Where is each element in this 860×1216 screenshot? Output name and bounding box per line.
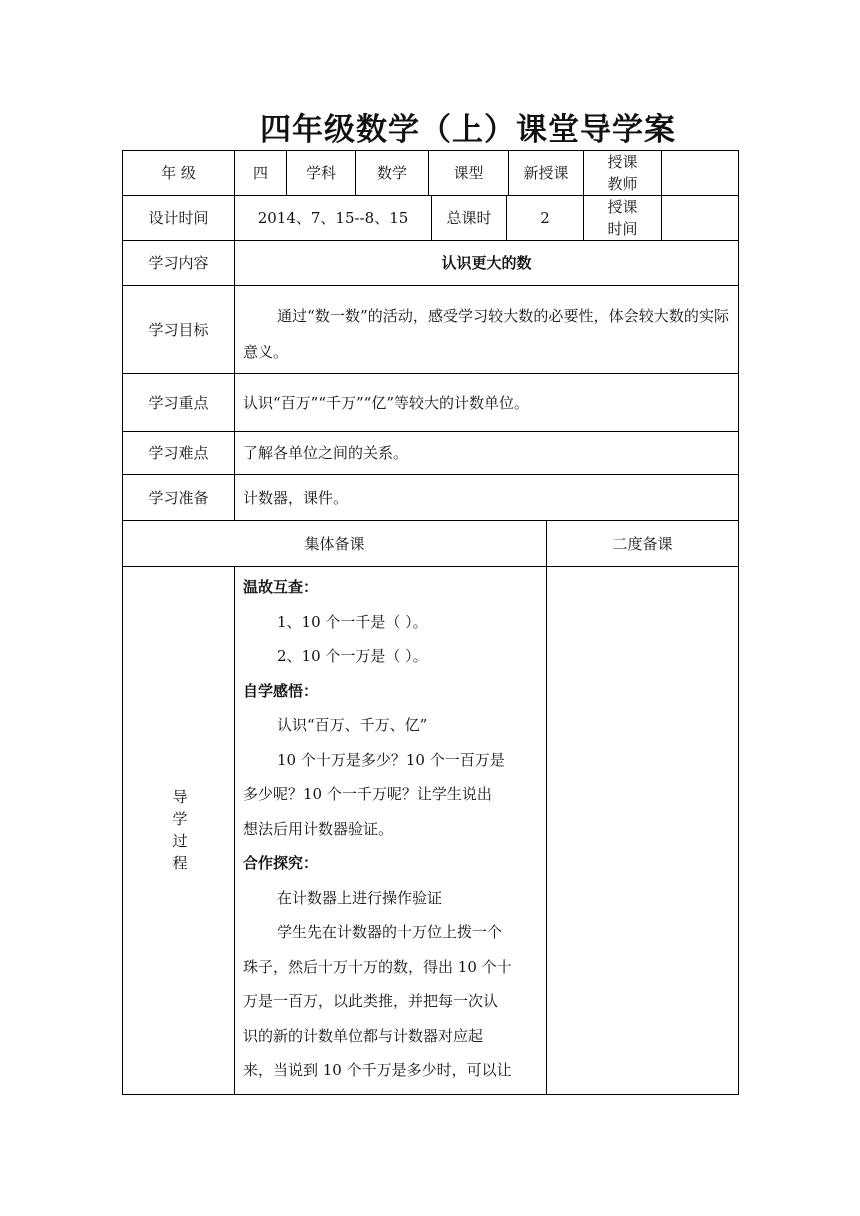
content-label: 学习内容: [148, 254, 209, 272]
difficulty-label: 学习难点: [148, 444, 209, 462]
grade-value: 四: [252, 164, 268, 182]
prep-label: 学习准备: [148, 488, 209, 507]
subject-label: 学科: [305, 164, 336, 182]
type-value: 新授课: [523, 164, 569, 182]
section-heading: 温故互查：: [243, 578, 319, 596]
process-line: 多少呢？10 个一千万呢？让学生说出: [243, 785, 492, 803]
focus-label: 学习重点: [148, 393, 209, 412]
content-value: 认识更大的数: [441, 254, 532, 272]
process-line: 识的新的计数单位都与计数器对应起: [243, 1026, 484, 1045]
difficulty-value: 了解各单位之间的关系。: [243, 444, 409, 462]
process-line: 学生先在计数器的十万位上拨一个: [277, 923, 503, 941]
process-line: 2、10 个一万是（ ）。: [277, 647, 428, 665]
process-line: 10 个十万是多少？10 个一百万是: [277, 750, 505, 769]
teacher-value: [662, 151, 738, 195]
class-time-label: 授课 时间: [607, 198, 638, 238]
process-line: 珠子，然后十万十万的数，得出 10 个十: [243, 957, 512, 976]
total-hours-label: 总课时: [446, 209, 492, 227]
process-line: 1、10 个一千是（ ）。: [277, 612, 428, 631]
process-line: 认识“百万、千万、亿”: [277, 716, 428, 734]
side-char: 导: [172, 788, 188, 806]
focus-value: 认识“百万”“千万”“亿”等较大的计数单位。: [243, 393, 530, 412]
section-heading: 合作探究：: [243, 854, 319, 872]
process-line: 想法后用计数器验证。: [243, 819, 394, 838]
page-title: 四年级数学（上）课堂导学案: [260, 112, 676, 148]
side-char: 过: [172, 832, 188, 850]
teacher-label: 授课 教师: [607, 153, 638, 193]
design-time-value: 2014、7、15--8、15: [257, 209, 409, 227]
grade-label: 年 级: [161, 164, 196, 182]
collective-prep-header: 集体备课: [304, 534, 365, 553]
type-label: 课型: [453, 164, 484, 182]
section-heading: 自学感悟：: [243, 681, 319, 700]
process-line: 在计数器上进行操作验证: [277, 888, 443, 907]
subject-value: 数学: [376, 164, 407, 182]
prep-value: 计数器，课件。: [243, 488, 349, 507]
total-hours-value: 2: [540, 209, 550, 227]
goal-label: 学习目标: [148, 320, 209, 339]
side-char: 程: [172, 854, 188, 872]
process-content: [243, 570, 541, 1088]
second-prep-header: 二度备课: [612, 534, 673, 553]
design-time-label: 设计时间: [148, 209, 209, 227]
class-time-value: [662, 196, 738, 240]
side-char: 学: [172, 810, 188, 828]
process-line: 万是一百万，以此类推，并把每一次认: [243, 992, 499, 1010]
process-line: 来，当说到 10 个千万是多少时，可以让: [243, 1061, 512, 1079]
goal-value: 通过“数一数”的活动，感受学习较大数的必要性，体会较大数的实际意义。: [243, 307, 729, 361]
